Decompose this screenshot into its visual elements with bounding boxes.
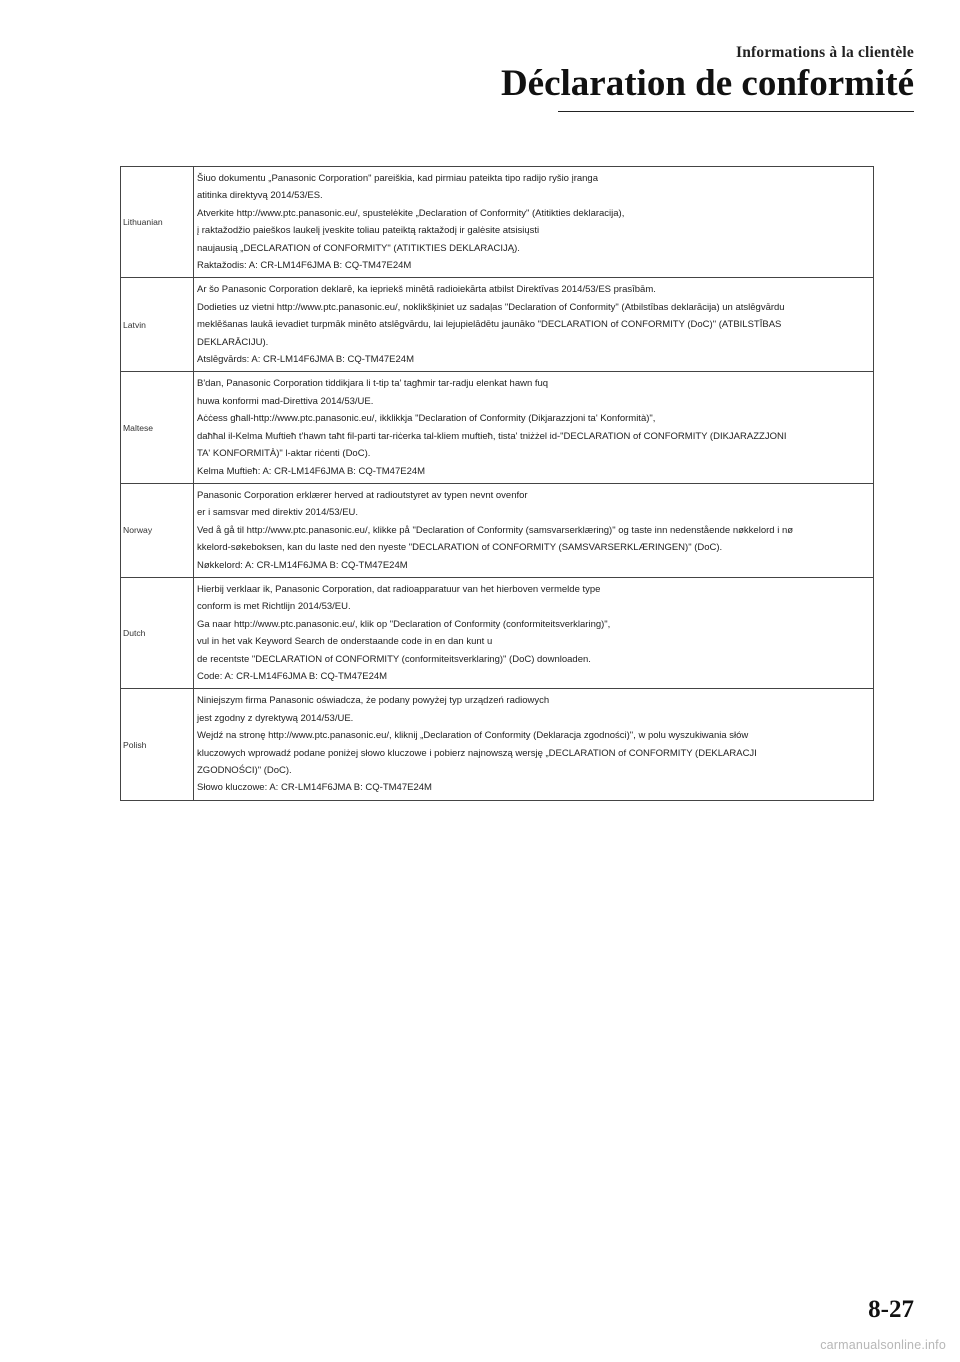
declaration-text-cell [194,483,874,577]
language-cell: Maltese [121,372,194,483]
language-cell: Lithuanian [121,167,194,278]
table-row [121,278,874,372]
declaration-line: meklēšanas laukā ievadiet turpmāk minēto atslēgvārdu, lai lejupielādētu jaunāko "DECLARATION of CONFORMITY (DoC)" (ATBILSTĪBAS [197,319,782,331]
declaration-line: Aċċess għall-http://www.ptc.panasonic.eu/, ikklikkja "Declaration of Conformity (Dikjarazzjoni ta' Konformità)", [197,413,656,425]
declaration-line: conform is met Richtlijn 2014/53/EU. [197,601,351,613]
declaration-text-cell [194,577,874,688]
declaration-table-body [121,167,874,801]
declaration-line: Kelma Muftieħ: A: CR-LM14F6JMA B: CQ-TM47E24M [197,465,426,477]
language-cell: Norway [121,483,194,577]
declaration-line: Słowo kluczowe: A: CR-LM14F6JMA B: CQ-TM47E24M [197,782,432,794]
language-cell: Latvin [121,278,194,372]
declaration-line: Nøkkelord: A: CR-LM14F6JMA B: CQ-TM47E24M [197,559,408,571]
declaration-line: TA' KONFORMITÀ)" l-aktar riċenti (DoC). [197,448,371,460]
declaration-line: huwa konformi mad-Direttiva 2014/53/UE. [197,395,374,407]
header-rule [558,111,914,112]
declaration-line: DEKLARĀCIJU). [197,336,269,348]
declaration-line: Wejdź na stronę http://www.ptc.panasonic.eu/, kliknij „Declaration of Conformity (Deklaracja zgodności)", w polu wyszukiwania słów [197,730,749,742]
language-cell: Dutch [121,577,194,688]
table-row [121,577,874,688]
declaration-line: atitinka direktyvą 2014/53/ES. [197,190,323,202]
declaration-line: Hierbij verklaar ik, Panasonic Corporation, dat radioapparatuur van het hierboven vermelde type [197,583,601,595]
table-row [121,689,874,800]
footer-watermark: carmanualsonline.info [820,1338,946,1352]
declaration-line: Dodieties uz vietni http://www.ptc.panasonic.eu/, noklikšķiniet uz sadaļas "Declaration of Conformity" (Atbilstības deklarācija) un atslēgvārdu [197,301,785,313]
page-title: Déclaration de conformité [500,63,914,104]
declaration-line: Ga naar http://www.ptc.panasonic.eu/, klik op "Declaration of Conformity (conformiteitsverklaring)", [197,618,611,630]
declaration-table [120,166,874,801]
declaration-line: kkelord-søkeboksen, kan du laste ned den nyeste "DECLARATION of CONFORMITY (SAMSVARSERKLÆRINGEN)" (DoC). [197,542,723,554]
declaration-line: Ved å gå til http://www.ptc.panasonic.eu/, klikke på "Declaration of Conformity (samsvarserklæring)" og taste inn nedenstående nøkkelord i nø [197,524,794,536]
declaration-line: naujausią „DECLARATION of CONFORMITY" (ATITIKTIES DEKLARACIJĄ). [197,242,520,254]
declaration-line: kluczowych wprowadź podane poniżej słowo kluczowe i pobierz najnowszą wersję „DECLARATION of CONFORMITY (DEKLARACJI [197,747,757,759]
declaration-line: jest zgodny z dyrektywą 2014/53/UE. [197,712,354,724]
declaration-line: Ar šo Panasonic Corporation deklarē, ka iepriekš minētā radioiekārta atbilst Direktīvas 2014/53/ES prasībām. [197,284,656,296]
language-cell: Polish [121,689,194,800]
declaration-text-cell [194,372,874,483]
section-label: Informations à la clientèle [735,44,914,61]
declaration-line: Raktažodis: A: CR-LM14F6JMA B: CQ-TM47E24M [197,260,412,272]
page-number: 8-27 [868,1296,914,1323]
table-row [121,167,874,278]
declaration-text-cell [194,278,874,372]
declaration-line: Atslēgvārds: A: CR-LM14F6JMA B: CQ-TM47E24M [197,354,414,366]
declaration-text-cell [194,167,874,278]
declaration-line: į raktažodžio paieškos laukelį įveskite toliau pateiktą raktažodį ir galėsite atsisiųsti [197,225,540,237]
declaration-line: vul in het vak Keyword Search de onderstaande code in en dan kunt u [197,636,493,648]
declaration-line: ZGODNOŚCI)" (DoC). [197,765,292,776]
page-header [501,44,914,104]
declaration-line: Code: A: CR-LM14F6JMA B: CQ-TM47E24M [197,670,388,682]
declaration-line: Atverkite http://www.ptc.panasonic.eu/, spustelėkite „Declaration of Conformity" (Atitikties deklaracija), [197,207,625,219]
declaration-line: er i samsvar med direktiv 2014/53/EU. [197,507,359,519]
declaration-line: Šiuo dokumentu „Panasonic Corporation" pareiškia, kad pirmiau pateikta tipo radijo ryšio įranga [197,173,599,184]
declaration-line: Panasonic Corporation erklærer herved at radioutstyret av typen nevnt ovenfor [197,489,528,501]
table-row [121,483,874,577]
table-row [121,372,874,483]
declaration-text-cell [194,689,874,800]
declaration-line: Niniejszym firma Panasonic oświadcza, że podany powyżej typ urządzeń radiowych [197,695,550,707]
declaration-line: B'dan, Panasonic Corporation tiddikjara li t-tip ta' tagħmir tar-radju elenkat hawn fuq [197,378,549,390]
declaration-line: de recentste "DECLARATION of CONFORMITY (conformiteitsverklaring)" (DoC) downloaden. [197,653,591,665]
declaration-line: daħħal il-Kelma Muftieħ t'hawn taħt fil-parti tar-riċerka tal-kliem muftieħ, tista' tniżżel id-"DECLARATION of CONFORMITY (DIKJARAZZJONI [197,430,787,442]
